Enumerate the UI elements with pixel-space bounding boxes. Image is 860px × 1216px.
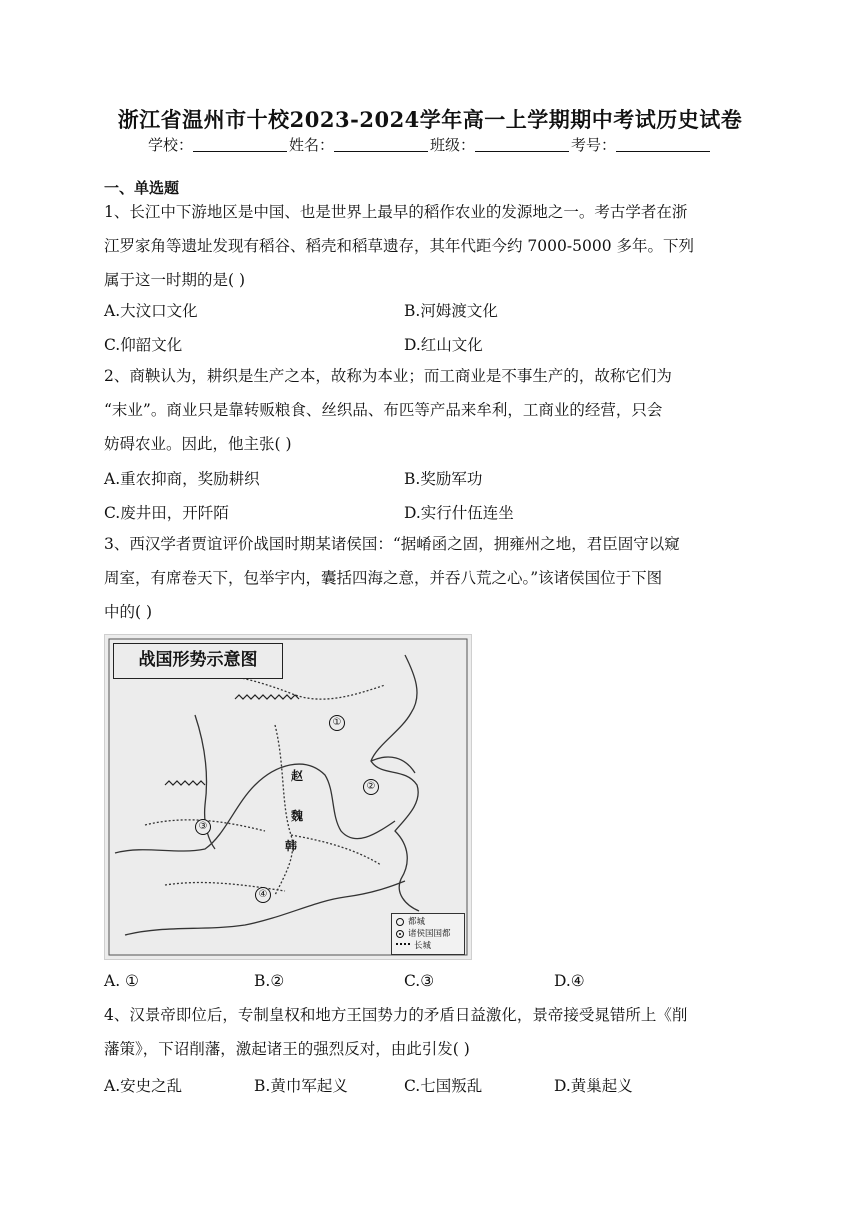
number-blank[interactable] [616, 137, 710, 152]
yellow-river [115, 764, 395, 853]
question-2-line-3: 妨碍农业。因此，他主张( ) [104, 435, 292, 453]
question-1-option-a[interactable]: A.大汶口文化 [104, 302, 198, 320]
question-4-option-c[interactable]: C.七国叛乱 [404, 1077, 483, 1095]
question-1-option-c[interactable]: C.仰韶文化 [104, 336, 183, 354]
great-wall-north [235, 695, 299, 699]
name-blank[interactable] [334, 137, 428, 152]
border-central [275, 725, 293, 895]
question-2-option-a[interactable]: A.重农抑商，奖励耕织 [104, 470, 260, 488]
question-4-option-d[interactable]: D.黄巢起义 [554, 1077, 633, 1095]
section-heading: 一、单选题 [104, 179, 180, 197]
question-2-option-b[interactable]: B.奖励军功 [404, 470, 483, 488]
legend-capital: 都城 [396, 916, 460, 928]
question-1-line-1: 1、长江中下游地区是中国、也是世界上最早的稻作农业的发源地之一。考古学者在浙 [104, 203, 688, 221]
peninsula [371, 757, 415, 773]
legend-state-capital: 诸侯国国都 [396, 928, 460, 940]
question-1-line-2: 江罗家角等遗址发现有稻谷、稻壳和稻草遗存，其年代距今约 7000-5000 多年。下列 [104, 237, 694, 255]
legend-wall: 长城 [396, 940, 460, 952]
question-3-stem [104, 527, 772, 629]
question-1-option-b[interactable]: B.河姆渡文化 [404, 302, 498, 320]
class-blank[interactable] [475, 137, 569, 152]
question-2-option-c[interactable]: C.废井田，开阡陌 [104, 504, 229, 522]
wall-icon [396, 943, 410, 950]
question-1-line-3: 属于这一时期的是( ) [104, 271, 246, 289]
question-3-option-a[interactable]: A. ① [104, 972, 139, 990]
question-3-option-c[interactable]: C.③ [404, 972, 435, 990]
question-3-option-b[interactable]: B.② [254, 972, 285, 990]
name-label: 姓名： [288, 136, 334, 154]
question-4-option-b[interactable]: B.黄巾军起义 [254, 1077, 348, 1095]
class-label: 班级： [430, 136, 476, 154]
question-2-line-1: 2、商鞅认为，耕织是生产之本，故称为本业；而工商业是不事生产的，故称它们为 [104, 367, 672, 385]
marker-4: ④ [255, 887, 271, 903]
question-4-stem [104, 998, 772, 1066]
warring-states-map [104, 634, 472, 960]
question-3-line-1: 3、西汉学者贾谊评价战国时期某诸侯国：“据崤函之固，拥雍州之地，君臣固守以窥 [104, 535, 680, 553]
label-zhao: 赵 [291, 769, 304, 783]
question-3-option-d[interactable]: D.④ [554, 972, 585, 990]
great-wall-west [165, 781, 205, 785]
question-3-line-3: 中的( ) [104, 603, 153, 621]
school-label: 学校： [147, 136, 193, 154]
question-1-stem [104, 195, 772, 297]
question-2-option-d[interactable]: D.实行什伍连坐 [404, 504, 514, 522]
map-title: 战国形势示意图 [113, 643, 283, 679]
border-east [291, 835, 381, 865]
exam-title: 浙江省温州市十校2023-2024学年高一上学期期中考试历史试卷 [117, 107, 743, 132]
map-legend [391, 913, 465, 955]
label-wei: 魏 [291, 809, 304, 823]
student-info-line [0, 134, 860, 155]
question-1-option-d[interactable]: D.红山文化 [404, 336, 483, 354]
school-blank[interactable] [193, 137, 287, 152]
question-4-line-1: 4、汉景帝即位后，专制皇权和地方王国势力的矛盾日益激化，景帝接受晁错所上《削 [104, 1006, 688, 1024]
number-label: 考号： [571, 136, 617, 154]
state-capital-icon [396, 930, 404, 938]
question-4-option-a[interactable]: A.安史之乱 [104, 1077, 183, 1095]
marker-3: ③ [195, 819, 211, 835]
marker-1: ① [329, 715, 345, 731]
question-3-line-2: 周室，有席卷天下，包举宇内，囊括四海之意，并吞八荒之心。”该诸侯国位于下图 [104, 569, 663, 587]
question-2-stem [104, 359, 772, 461]
question-2-line-2: “末业”。商业只是靠转贩粮食、丝织品、布匹等产品来牟利，工商业的经营，只会 [104, 401, 663, 419]
question-4-line-2: 藩策》，下诏削藩，激起诸王的强烈反对，由此引发( ) [104, 1040, 470, 1058]
capital-icon [396, 918, 404, 926]
marker-2: ② [363, 779, 379, 795]
label-han: 韩 [285, 839, 298, 853]
